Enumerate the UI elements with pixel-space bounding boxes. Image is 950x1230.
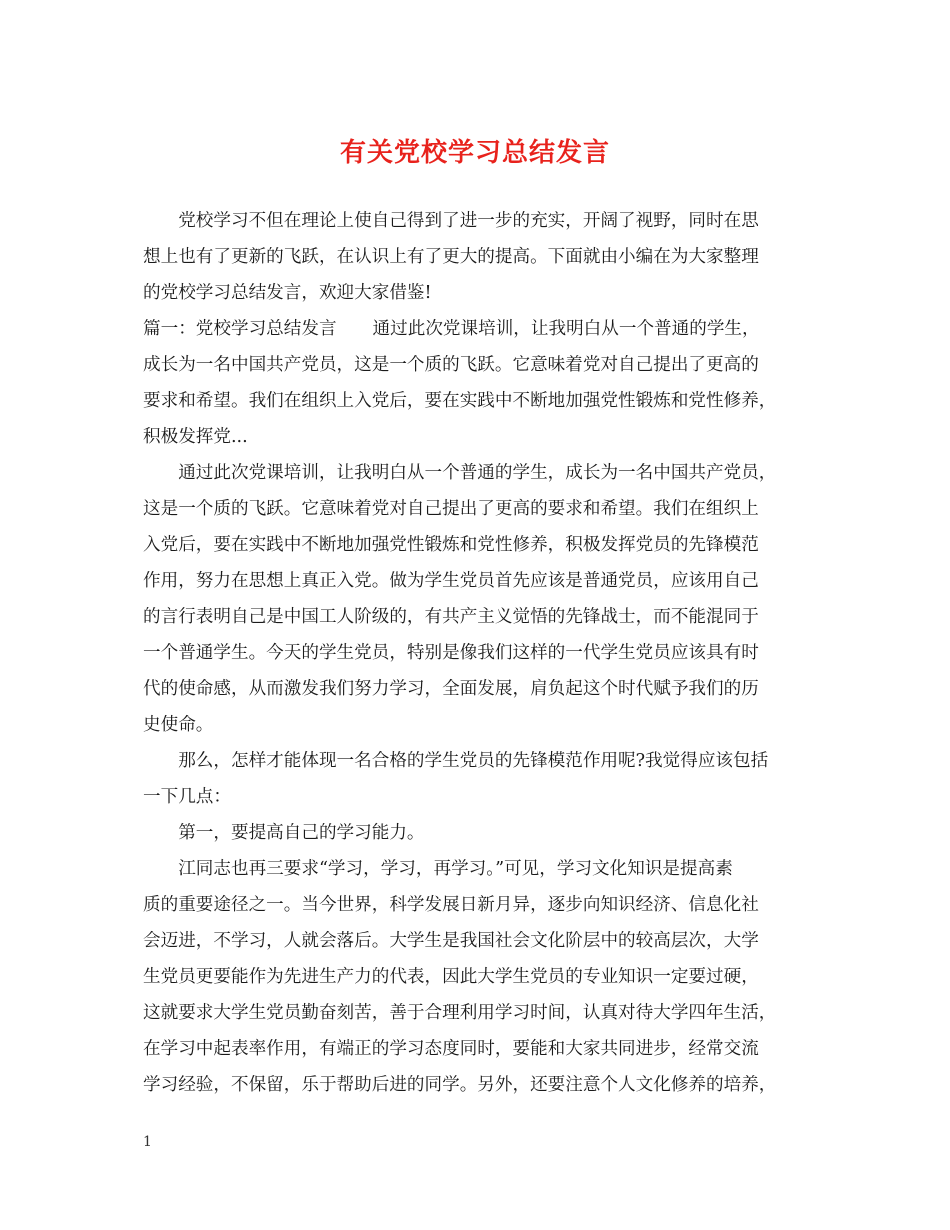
paragraph-section-one [143, 311, 807, 455]
text-line: 要求和希望。我们在组织上入党后，要在实践中不断地加强党性锻炼和党性修养， [143, 391, 777, 411]
text-line: 会迈进，不学习，人就会落后。大学生是我国社会文化阶层中的较高层次，大学 [143, 931, 759, 951]
text-line: 生党员更要能作为先进生产力的代表，因此大学生党员的专业知识一定要过硬， [143, 967, 759, 987]
text-line: 史使命。 [143, 715, 214, 735]
text-line: 在学习中起表率作用，有端正的学习态度同时，要能和大家共同进步，经常交流 [143, 1039, 759, 1059]
section-heading: 篇一：党校学习总结发言 [143, 319, 337, 339]
paragraph-point-one [143, 815, 807, 851]
text-line: 想上也有了更新的飞跃，在认识上有了更大的提高。下面就由小编在为大家整理 [143, 247, 759, 267]
text-line: 作用，努力在思想上真正入党。做为学生党员首先应该是普通党员，应该用自己 [143, 571, 759, 591]
text-line: 质的重要途径之一。当今世界，科学发展日新月异，逐步向知识经济、信息化社 [143, 895, 759, 915]
document-title: 有关党校学习总结发言 [339, 138, 610, 168]
text-line: 入党后，要在实践中不断地加强党性锻炼和党性修养，积极发挥党员的先锋模范 [143, 535, 759, 555]
text-run: 通过此次党课培训，让我明白从一个普通的学生， [372, 319, 760, 339]
text-line: 代的使命感，从而激发我们努力学习，全面发展，肩负起这个时代赋予我们的历 [143, 679, 759, 699]
paragraph-intro [143, 203, 807, 311]
text-line: 通过此次党课培训，让我明白从一个普通的学生，成长为一名中国共产党员， [178, 463, 777, 483]
text-line: 第一，要提高自己的学习能力。 [178, 823, 425, 843]
document-body [143, 203, 807, 1103]
text-line: 一个普通学生。今天的学生党员，特别是像我们这样的一代学生党员应该具有时 [143, 643, 759, 663]
text-line: 积极发挥党... [143, 427, 248, 447]
text-line: 的言行表明自己是中国工人阶级的，有共产主义觉悟的先锋战士，而不能混同于 [143, 607, 759, 627]
text-line: 江同志也再三要求“学习，学习，再学习。”可见，学习文化知识是提高素 [178, 859, 733, 879]
paragraph-study [143, 851, 807, 1103]
page-number: 1 [143, 1134, 152, 1150]
paragraph-party-training [143, 455, 807, 743]
text-line: 的党校学习总结发言，欢迎大家借鉴! [143, 283, 432, 303]
text-line: 这就要求大学生党员勤奋刻苦，善于合理利用学习时间，认真对待大学四年生活， [143, 1003, 777, 1023]
text-line [143, 311, 807, 347]
text-line: 党校学习不但在理论上使自己得到了进一步的充实，开阔了视野，同时在思 [178, 211, 759, 231]
paragraph-question [143, 743, 807, 815]
text-line: 这是一个质的飞跃。它意味着党对自己提出了更高的要求和希望。我们在组织上 [143, 499, 759, 519]
text-line: 学习经验，不保留，乐于帮助后进的同学。另外，还要注意个人文化修养的培养， [143, 1075, 777, 1095]
text-line: 那么，怎样才能体现一名合格的学生党员的先锋模范作用呢?我觉得应该包括 [178, 751, 769, 771]
text-line: 成长为一名中国共产党员，这是一个质的飞跃。它意味着党对自己提出了更高的 [143, 355, 759, 375]
text-line: 一下几点： [143, 787, 231, 807]
